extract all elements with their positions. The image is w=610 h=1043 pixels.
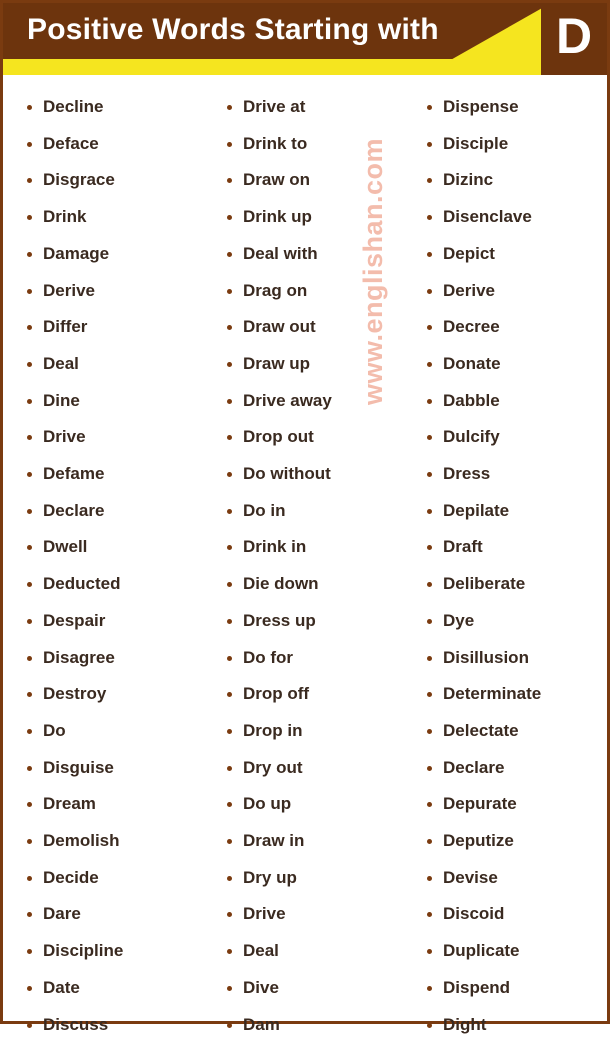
list-item: Dispense <box>421 89 607 126</box>
list-item: Determinate <box>421 676 607 713</box>
list-item: Discoid <box>421 896 607 933</box>
list-item: Drink in <box>221 529 407 566</box>
list-item: Dress <box>421 456 607 493</box>
list-item: Dam <box>221 1007 407 1043</box>
list-item: Dulcify <box>421 419 607 456</box>
list-item: Disenclave <box>421 199 607 236</box>
list-item: Drive at <box>221 89 407 126</box>
list-item: Do for <box>221 640 407 677</box>
list-item: Deputize <box>421 823 607 860</box>
list-item: Disguise <box>21 750 207 787</box>
list-item: Demolish <box>21 823 207 860</box>
list-item: Drive away <box>221 383 407 420</box>
list-item: Draw up <box>221 346 407 383</box>
list-item: Destroy <box>21 676 207 713</box>
list-item: Decide <box>21 860 207 897</box>
list-item: Drop in <box>221 713 407 750</box>
list-item: Deal with <box>221 236 407 273</box>
list-item: Date <box>21 970 207 1007</box>
list-item: Disillusion <box>421 640 607 677</box>
list-item: Depilate <box>421 493 607 530</box>
list-item: Deducted <box>21 566 207 603</box>
list-item: Do without <box>221 456 407 493</box>
list-item: Do <box>21 713 207 750</box>
list-item: Draw out <box>221 309 407 346</box>
list-item: Dare <box>21 896 207 933</box>
list-item: Damage <box>21 236 207 273</box>
list-item: Disgrace <box>21 162 207 199</box>
word-columns <box>3 75 607 1034</box>
list-item: Drop off <box>221 676 407 713</box>
list-item: Disciple <box>421 126 607 163</box>
letter-badge <box>541 3 607 75</box>
list-item: Dye <box>421 603 607 640</box>
list-item: Deface <box>21 126 207 163</box>
list-item: Duplicate <box>421 933 607 970</box>
list-item: Drive <box>21 419 207 456</box>
list-item: Decline <box>21 89 207 126</box>
list-item: Dabble <box>421 383 607 420</box>
list-item: Drink up <box>221 199 407 236</box>
list-item: Drag on <box>221 273 407 310</box>
column-2 <box>207 89 407 1034</box>
list-item: Deal <box>21 346 207 383</box>
page-title: Positive Words Starting with <box>27 13 439 46</box>
list-item: Die down <box>221 566 407 603</box>
list-item: Dry out <box>221 750 407 787</box>
list-item: Do up <box>221 786 407 823</box>
list-item: Defame <box>21 456 207 493</box>
list-item: Dream <box>21 786 207 823</box>
list-item: Dight <box>421 1007 607 1043</box>
list-item: Dive <box>221 970 407 1007</box>
list-item: Drive <box>221 896 407 933</box>
list-item: Dispend <box>421 970 607 1007</box>
list-item: Derive <box>21 273 207 310</box>
list-item: Discuss <box>21 1007 207 1043</box>
column-1 <box>3 89 207 1034</box>
word-list-3 <box>421 89 607 1043</box>
list-item: Derive <box>421 273 607 310</box>
list-item: Differ <box>21 309 207 346</box>
list-item: Delectate <box>421 713 607 750</box>
column-3 <box>407 89 607 1034</box>
list-item: Dry up <box>221 860 407 897</box>
word-list-2 <box>221 89 407 1043</box>
list-item: Draw in <box>221 823 407 860</box>
list-item: Deal <box>221 933 407 970</box>
word-list-1 <box>21 89 207 1043</box>
list-item: Declare <box>21 493 207 530</box>
list-item: Dress up <box>221 603 407 640</box>
list-item: Drink <box>21 199 207 236</box>
watermark-text: www.englishan.com <box>358 137 388 405</box>
list-item: Depurate <box>421 786 607 823</box>
list-item: Discipline <box>21 933 207 970</box>
list-item: Do in <box>221 493 407 530</box>
list-item: Drop out <box>221 419 407 456</box>
list-item: Devise <box>421 860 607 897</box>
list-item: Dine <box>21 383 207 420</box>
list-item: Declare <box>421 750 607 787</box>
list-item: Depict <box>421 236 607 273</box>
list-item: Dizinc <box>421 162 607 199</box>
letter-badge-label: D <box>555 8 593 64</box>
list-item: Deliberate <box>421 566 607 603</box>
list-item: Decree <box>421 309 607 346</box>
list-item: Draft <box>421 529 607 566</box>
page-header <box>3 3 607 75</box>
list-item: Drink to <box>221 126 407 163</box>
list-item: Draw on <box>221 162 407 199</box>
list-item: Donate <box>421 346 607 383</box>
list-item: Disagree <box>21 640 207 677</box>
list-item: Despair <box>21 603 207 640</box>
list-item: Dwell <box>21 529 207 566</box>
